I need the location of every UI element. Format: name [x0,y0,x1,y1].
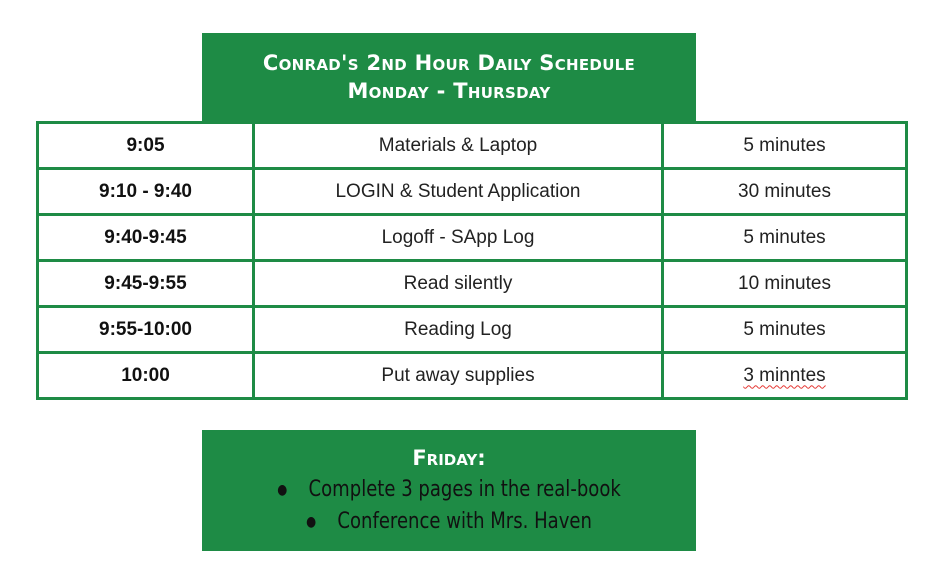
activity-cell: Materials & Laptop [254,123,663,169]
activity-cell: LOGIN & Student Application [254,169,663,215]
list-item [246,474,651,506]
time-cell: 9:45-9:55 [38,261,254,307]
table-row [38,353,907,399]
friday-item-text: Complete 3 pages in the real-book [308,477,621,502]
table-row [38,123,907,169]
bullet-icon: ● [277,482,288,498]
friday-title: Friday: [412,446,486,470]
activity-cell: Reading Log [254,307,663,353]
list-item [246,506,651,538]
table-row [38,215,907,261]
friday-item-text: Conference with Mrs. Haven [337,509,592,534]
activity-cell: Read silently [254,261,663,307]
table-row [38,169,907,215]
time-cell: 9:05 [38,123,254,169]
schedule-table [36,121,908,400]
schedule-header [202,33,696,121]
bullet-icon: ● [306,514,317,530]
table-row [38,307,907,353]
duration-cell [663,353,907,399]
schedule-title: Conrad's 2nd Hour Daily Schedule [262,51,636,75]
time-cell: 9:55-10:00 [38,307,254,353]
duration-cell: 10 minutes [663,261,907,307]
duration-cell: 5 minutes [663,215,907,261]
table-row [38,261,907,307]
friday-list [202,474,696,538]
duration-cell: 30 minutes [663,169,907,215]
duration-cell: 5 minutes [663,123,907,169]
time-cell: 9:10 - 9:40 [38,169,254,215]
friday-box [202,430,696,551]
misspelled-duration: 3 minntes [743,364,826,386]
activity-cell: Put away supplies [254,353,663,399]
time-cell: 9:40-9:45 [38,215,254,261]
activity-cell: Logoff - SApp Log [254,215,663,261]
duration-cell: 5 minutes [663,307,907,353]
schedule-subtitle: Monday - Thursday [347,79,551,103]
time-cell: 10:00 [38,353,254,399]
